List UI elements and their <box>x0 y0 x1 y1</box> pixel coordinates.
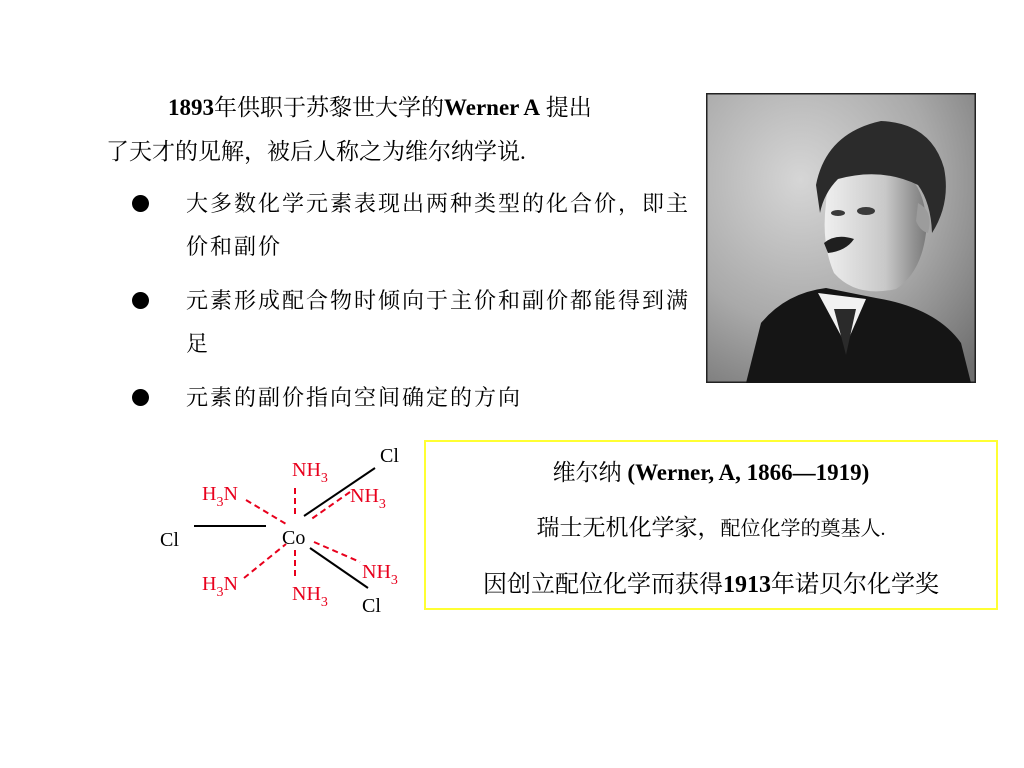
bullet-dot-icon <box>132 195 149 212</box>
ligand-h3n-left-top: $H_3N$ <box>202 483 238 510</box>
info-name-en: (Werner, A, 1866—1919) <box>621 460 870 485</box>
intro-text-b: 提出 <box>540 95 592 120</box>
info-prize-a: 因创立配位化学而获得 <box>483 572 723 598</box>
co-complex-structure <box>150 438 420 630</box>
bond-co-nh3-right-top <box>310 492 350 520</box>
info-row-prize <box>426 564 996 599</box>
bullet-dot-icon <box>132 389 149 406</box>
bond-co-cl-bottom <box>310 548 368 588</box>
ligand-nh3-right-bottom: $NH_3$ <box>362 561 398 588</box>
atom-cl-left: Cl <box>160 529 179 551</box>
ligand-nh3-right-top: $NH_3$ <box>350 485 386 512</box>
atom-cl-bottom: Cl <box>362 595 381 617</box>
intro-line-2: 了天才的见解，被后人称之为维尔纳学说. <box>106 139 526 164</box>
atom-co: Co <box>282 527 306 549</box>
bond-co-nh3-right-bottom <box>314 542 360 562</box>
info-title-b: 配位化学的奠基人. <box>720 518 886 540</box>
info-row-name <box>426 454 996 487</box>
ligand-nh3-bottom: $NH_3$ <box>292 583 328 610</box>
theory-bullet-list <box>132 182 692 430</box>
bullet-dot-icon <box>132 292 149 309</box>
intro-name: Werner A <box>444 95 541 120</box>
bullet-item <box>132 182 692 268</box>
info-prize-b: 年诺贝尔化学奖 <box>771 572 939 598</box>
bullet-text: 元素形成配合物时倾向于主价和副价都能得到满足 <box>186 288 691 356</box>
info-prize-year: 1913 <box>723 572 771 598</box>
ligand-h3n-left-bottom: $H_3N$ <box>202 573 238 600</box>
bond-co-h3n-top <box>246 500 286 524</box>
werner-info-box <box>424 440 998 610</box>
info-title-a: 瑞士无机化学家， <box>536 515 721 540</box>
intro-text-a: 年供职于苏黎世大学的 <box>214 95 444 120</box>
bullet-item <box>132 376 692 419</box>
intro-year: 1893 <box>168 95 214 120</box>
ligand-nh3-top: $NH_3$ <box>292 459 328 486</box>
bullet-text: 元素的副价指向空间确定的方向 <box>186 385 523 410</box>
bullet-item <box>132 279 692 365</box>
werner-portrait-photo <box>706 93 976 383</box>
bullet-text: 大多数化学元素表现出两种类型的化合价，即主价和副价 <box>186 191 691 259</box>
atom-cl-top: Cl <box>380 445 399 467</box>
intro-paragraph <box>106 86 698 174</box>
bond-co-h3n-bottom <box>244 544 286 578</box>
intro-line-1 <box>106 86 698 130</box>
info-name-cn: 维尔纳 <box>552 460 622 485</box>
info-row-title <box>426 509 996 542</box>
